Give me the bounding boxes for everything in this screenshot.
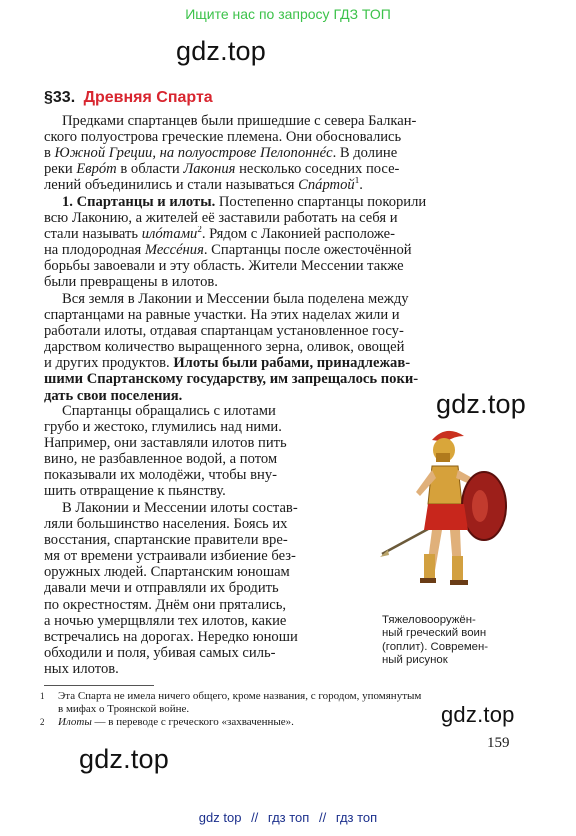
figure-caption: Тяжеловооружён- ный греческий воин (гоплит). Современ- ный рисунок bbox=[382, 614, 489, 667]
text-line: и других продуктов. Илоты были рабами, принадлежав- bbox=[44, 355, 411, 372]
cuirass bbox=[428, 466, 462, 504]
hoplite-drawing bbox=[380, 426, 510, 606]
text-line: шими Спартанскому государству, им запрещалось поки- bbox=[44, 371, 419, 388]
text-line: давали мечи и отправляли их бродить bbox=[44, 580, 279, 597]
footnote-ref: 2 bbox=[197, 226, 202, 235]
paragraph-majority bbox=[44, 500, 376, 677]
text-line: стали называть илóтами$^2$. Рядом с Лаконией расположе- bbox=[44, 226, 396, 243]
text-line: мя от времени устраивали избиение без- bbox=[44, 548, 296, 565]
footnote-ref: 1 bbox=[354, 177, 360, 186]
paragraph-intro bbox=[44, 113, 514, 193]
subsection-title: 1. Спартанцы и илоты. bbox=[62, 194, 216, 210]
text-line: борьбы завоевали и эту область. Жители Мессении также bbox=[44, 258, 404, 275]
text-line: восстания, спартанские правители вре- bbox=[44, 532, 288, 549]
text-line: Предками спартанцев были пришедшие с севера Балкан- bbox=[62, 113, 417, 129]
page-number: 159 bbox=[487, 735, 510, 751]
tunic bbox=[424, 504, 468, 530]
footnote-continuation: в мифах о Троянской войне. bbox=[58, 703, 190, 715]
paragraph-treatment bbox=[44, 403, 376, 500]
watermark: gdz.top bbox=[441, 702, 515, 727]
footnote: 1 Эта Спарта не имела ничего общего, кроме названия, с городом, упомянутым bbox=[40, 690, 422, 702]
watermark: gdz.top bbox=[79, 744, 169, 774]
text-line: ных илотов. bbox=[44, 660, 119, 677]
text-line: Например, они заставляли илотов пить bbox=[44, 435, 287, 452]
text-line: Вся земля в Лаконии и Мессении была поделена между bbox=[62, 291, 409, 307]
section-heading bbox=[44, 89, 213, 107]
text-line: лений объединились и стали называться Спáртой$^1$. bbox=[44, 177, 363, 194]
text-line: всю Лаконию, а жителей её заставили работать на себя и bbox=[44, 210, 398, 227]
bottom-link[interactable]: гдз топ bbox=[267, 810, 310, 825]
footnote: 2 Илоты — в переводе с греческого «захваченные». bbox=[40, 716, 294, 728]
text-line: ского полуострова греческие племена. Они обосновались bbox=[44, 129, 402, 146]
text-line: оружных людей. Спартанским юношам bbox=[44, 564, 290, 581]
text-line: дарством количество выращенного зерна, оливок, овощей bbox=[44, 339, 405, 356]
text-line: работали илоты, отдавая спартанцам установленное госу- bbox=[44, 323, 404, 340]
section-title: Древняя Спарта bbox=[83, 89, 213, 106]
spear-tip bbox=[380, 550, 389, 557]
text-line: дать свои поселения. bbox=[44, 387, 183, 404]
hoplite-illustration bbox=[380, 426, 510, 606]
text-line: а ночью умерщвляли тех илотов, какие bbox=[44, 612, 287, 629]
text-line: были превращены в илотов. bbox=[44, 274, 218, 291]
text-line: спартанцами на равные участки. На этих наделах жили и bbox=[44, 307, 400, 324]
text-line: ляли большинство населения. Боясь их bbox=[44, 516, 288, 533]
text-line: Спартанцы обращались с илотами bbox=[62, 403, 276, 419]
text-line: грубо и жестоко, глумились над ними. bbox=[44, 419, 282, 436]
footnotes bbox=[40, 690, 480, 729]
watermark: gdz.top bbox=[436, 389, 526, 419]
footnote-divider bbox=[44, 685, 154, 686]
bottom-link[interactable]: gdz top bbox=[198, 810, 242, 825]
text-line: в Южной Греции, на полуострове Пелопоннéс. В долине bbox=[44, 145, 398, 162]
paragraph-land bbox=[44, 291, 514, 404]
text-line: встречались на дорогах. Нередко юноши bbox=[44, 628, 298, 645]
text-line: вино, не разбавленное водой, а потом bbox=[44, 451, 278, 468]
paragraph-spartans-helots bbox=[44, 194, 514, 291]
watermark: gdz.top bbox=[176, 36, 266, 66]
text-line: 1. Спартанцы и илоты. Постепенно спартанцы покорили bbox=[62, 194, 427, 210]
section-number: §33. bbox=[44, 89, 76, 106]
text-line: обходили и поля, убивая самых силь- bbox=[44, 644, 276, 661]
text-line: В Лаконии и Мессении илоты состав- bbox=[62, 500, 298, 516]
text-line: по окрестностям. Днём они прятались, bbox=[44, 596, 287, 613]
separator: // bbox=[318, 810, 327, 825]
text-line: шить отвращение к пьянству. bbox=[44, 483, 226, 500]
bottom-links bbox=[0, 810, 576, 825]
text-line: на плодородная Мессéния. Спартанцы после ожесточённой bbox=[44, 242, 412, 259]
text-line: показывали их молодёжи, чтобы вну- bbox=[44, 467, 277, 484]
text-line: реки Еврóт в области Лакония несколько соседних посе- bbox=[44, 161, 400, 178]
top-banner[interactable]: Ищите нас по запросу ГДЗ ТОП bbox=[185, 6, 391, 22]
bottom-link[interactable]: гдз топ bbox=[335, 810, 378, 825]
separator: // bbox=[251, 810, 259, 825]
